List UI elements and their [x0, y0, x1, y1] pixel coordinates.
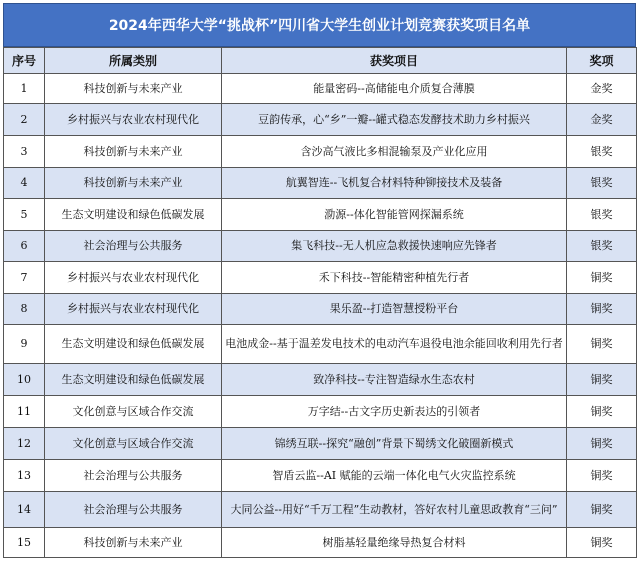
table-row	[4, 231, 637, 262]
row-category: 生态文明建设和绿色低碳发展	[45, 199, 222, 231]
row-project: 泐源--体化智能管网探漏系统	[222, 199, 567, 231]
table-row	[4, 74, 637, 104]
row-category: 生态文明建设和绿色低碳发展	[45, 364, 222, 396]
row-index: 1	[4, 74, 45, 104]
table-row	[4, 364, 637, 396]
row-index: 8	[4, 294, 45, 325]
award-table	[3, 47, 637, 558]
row-project: 智盾云监--AI 赋能的云端一体化电气火灾监控系统	[222, 460, 567, 492]
row-index: 2	[4, 104, 45, 136]
row-award: 铜奖	[567, 294, 637, 325]
table-body	[4, 74, 637, 558]
row-project: 禾下科技--智能精密种植先行者	[222, 262, 567, 294]
document-title: 2024年西华大学“挑战杯”四川省大学生创业计划竞赛获奖项目名单	[3, 3, 636, 47]
row-project: 万字结--古文字历史新表达的引领者	[222, 396, 567, 428]
header-category: 所属类别	[45, 48, 222, 74]
row-category: 生态文明建设和绿色低碳发展	[45, 325, 222, 364]
row-category: 乡村振兴与农业农村现代化	[45, 104, 222, 136]
table-row	[4, 396, 637, 428]
row-index: 10	[4, 364, 45, 396]
row-project: 锦绣互联--探究“融创”背景下蜀绣文化破圈新模式	[222, 428, 567, 460]
table-row	[4, 294, 637, 325]
table-row	[4, 528, 637, 558]
row-award: 铜奖	[567, 262, 637, 294]
row-project: 能量密码--高储能电介质复合薄膜	[222, 74, 567, 104]
row-index: 7	[4, 262, 45, 294]
table-row	[4, 428, 637, 460]
row-category: 社会治理与公共服务	[45, 231, 222, 262]
row-index: 3	[4, 136, 45, 168]
row-index: 14	[4, 492, 45, 528]
row-award: 铜奖	[567, 528, 637, 558]
row-award: 铜奖	[567, 364, 637, 396]
row-award: 金奖	[567, 74, 637, 104]
row-project: 集飞科技--无人机应急救援快速响应先锋者	[222, 231, 567, 262]
row-category: 科技创新与未来产业	[45, 528, 222, 558]
table-row	[4, 460, 637, 492]
row-index: 11	[4, 396, 45, 428]
row-index: 5	[4, 199, 45, 231]
row-award: 铜奖	[567, 492, 637, 528]
row-category: 文化创意与区域合作交流	[45, 396, 222, 428]
row-award: 银奖	[567, 231, 637, 262]
table-row	[4, 168, 637, 199]
row-category: 社会治理与公共服务	[45, 460, 222, 492]
table-row	[4, 325, 637, 364]
row-award: 银奖	[567, 199, 637, 231]
row-category: 文化创意与区域合作交流	[45, 428, 222, 460]
row-index: 13	[4, 460, 45, 492]
row-project: 果乐盈--打造智慧授粉平台	[222, 294, 567, 325]
row-award: 金奖	[567, 104, 637, 136]
row-index: 12	[4, 428, 45, 460]
row-project: 大同公益--用好“千万工程”生动教材，答好农村儿童思政教育“三问”	[222, 492, 567, 528]
row-award: 铜奖	[567, 428, 637, 460]
table-row	[4, 262, 637, 294]
row-category: 乡村振兴与农业农村现代化	[45, 294, 222, 325]
header-index: 序号	[4, 48, 45, 74]
table-row	[4, 104, 637, 136]
table-row	[4, 199, 637, 231]
row-index: 15	[4, 528, 45, 558]
row-award: 铜奖	[567, 396, 637, 428]
row-index: 6	[4, 231, 45, 262]
row-category: 科技创新与未来产业	[45, 136, 222, 168]
award-list-document	[3, 3, 636, 558]
row-award: 银奖	[567, 136, 637, 168]
row-project: 航翼智连--飞机复合材料特种铆接技术及装备	[222, 168, 567, 199]
table-row	[4, 492, 637, 528]
row-category: 科技创新与未来产业	[45, 74, 222, 104]
row-project: 豆韵传承，心“乡”一瓣--罐式稳态发酵技术助力乡村振兴	[222, 104, 567, 136]
row-project: 树脂基轻量绝缘导热复合材料	[222, 528, 567, 558]
row-project: 致净科技--专注智造绿水生态农村	[222, 364, 567, 396]
row-category: 社会治理与公共服务	[45, 492, 222, 528]
row-award: 银奖	[567, 168, 637, 199]
row-award: 铜奖	[567, 325, 637, 364]
row-category: 科技创新与未来产业	[45, 168, 222, 199]
row-category: 乡村振兴与农业农村现代化	[45, 262, 222, 294]
header-project: 获奖项目	[222, 48, 567, 74]
header-award: 奖项	[567, 48, 637, 74]
row-index: 4	[4, 168, 45, 199]
row-project: 电池成金--基于温差发电技术的电动汽车退役电池余能回收利用先行者	[222, 325, 567, 364]
table-row	[4, 136, 637, 168]
row-project: 含沙高气液比多相混输泵及产业化应用	[222, 136, 567, 168]
row-award: 铜奖	[567, 460, 637, 492]
row-index: 9	[4, 325, 45, 364]
table-header-row	[4, 48, 637, 74]
